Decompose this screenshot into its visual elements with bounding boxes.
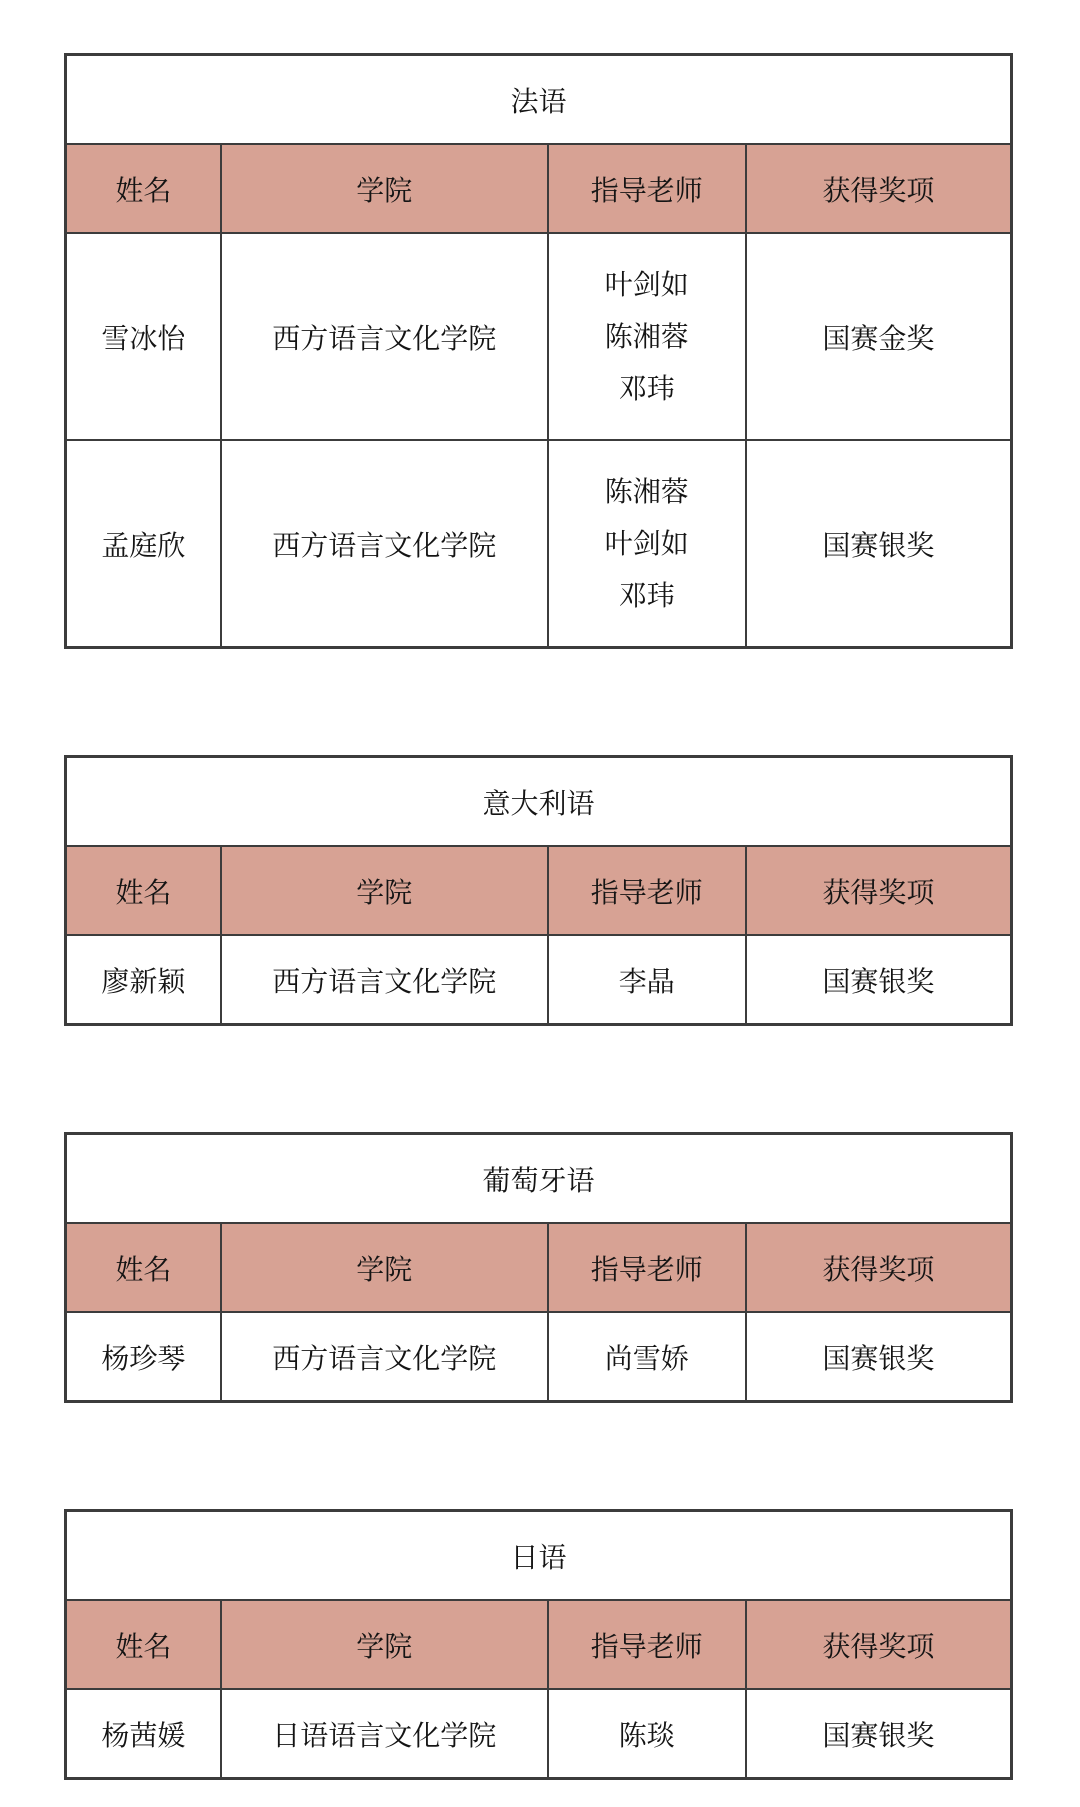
column-header: 学院 <box>221 1600 548 1689</box>
table-title: 日语 <box>66 1511 1012 1601</box>
advisor-name-line: 叶剑如 <box>604 527 689 559</box>
language-table <box>64 53 1013 649</box>
table-row <box>66 1312 1012 1402</box>
column-header: 指导老师 <box>548 144 746 233</box>
column-header: 学院 <box>221 846 548 935</box>
college-cell: 西方语言文化学院 <box>221 233 548 440</box>
table-title: 意大利语 <box>66 757 1012 847</box>
advisor-name-line: 陈湘蓉 <box>604 475 689 507</box>
column-header: 学院 <box>221 1223 548 1312</box>
table-header-row <box>66 1223 1012 1312</box>
student-name-cell: 杨茜媛 <box>66 1689 221 1779</box>
language-table <box>64 1509 1013 1780</box>
award-cell: 国赛银奖 <box>746 1689 1012 1779</box>
table-title-row <box>66 55 1012 145</box>
column-header: 学院 <box>221 144 548 233</box>
table-row <box>66 440 1012 648</box>
table-header-row <box>66 1600 1012 1689</box>
award-cell: 国赛银奖 <box>746 440 1012 648</box>
advisor-name-line: 邓玮 <box>618 579 675 611</box>
advisors-cell: 尚雪娇 <box>548 1312 746 1402</box>
college-cell: 日语语言文化学院 <box>221 1689 548 1779</box>
column-header: 姓名 <box>66 1600 221 1689</box>
table-title-row <box>66 1134 1012 1224</box>
award-cell: 国赛金奖 <box>746 233 1012 440</box>
college-cell: 西方语言文化学院 <box>221 440 548 648</box>
column-header: 获得奖项 <box>746 846 1012 935</box>
column-header: 获得奖项 <box>746 1600 1012 1689</box>
advisor-name-line: 陈湘蓉 <box>604 320 689 352</box>
college-cell: 西方语言文化学院 <box>221 935 548 1025</box>
advisors-cell <box>548 440 746 648</box>
column-header: 姓名 <box>66 144 221 233</box>
award-cell: 国赛银奖 <box>746 1312 1012 1402</box>
column-header: 指导老师 <box>548 1223 746 1312</box>
table-row <box>66 1689 1012 1779</box>
column-header: 获得奖项 <box>746 1223 1012 1312</box>
language-table <box>64 755 1013 1026</box>
table-title-row <box>66 1511 1012 1601</box>
award-cell: 国赛银奖 <box>746 935 1012 1025</box>
student-name-cell: 廖新颖 <box>66 935 221 1025</box>
advisors-cell: 陈琰 <box>548 1689 746 1779</box>
column-header: 获得奖项 <box>746 144 1012 233</box>
table-row <box>66 935 1012 1025</box>
college-cell: 西方语言文化学院 <box>221 1312 548 1402</box>
student-name-cell: 孟庭欣 <box>66 440 221 648</box>
table-row <box>66 233 1012 440</box>
column-header: 姓名 <box>66 846 221 935</box>
language-table <box>64 1132 1013 1403</box>
column-header: 姓名 <box>66 1223 221 1312</box>
student-name-cell: 雪冰怡 <box>66 233 221 440</box>
advisor-name-line: 叶剑如 <box>604 268 689 300</box>
student-name-cell: 杨珍琴 <box>66 1312 221 1402</box>
advisors-cell <box>548 233 746 440</box>
table-title-row <box>66 757 1012 847</box>
column-header: 指导老师 <box>548 846 746 935</box>
table-title: 葡萄牙语 <box>66 1134 1012 1224</box>
column-header: 指导老师 <box>548 1600 746 1689</box>
table-header-row <box>66 144 1012 233</box>
advisor-name-line: 邓玮 <box>618 372 675 404</box>
table-header-row <box>66 846 1012 935</box>
table-title: 法语 <box>66 55 1012 145</box>
advisors-cell: 李晶 <box>548 935 746 1025</box>
